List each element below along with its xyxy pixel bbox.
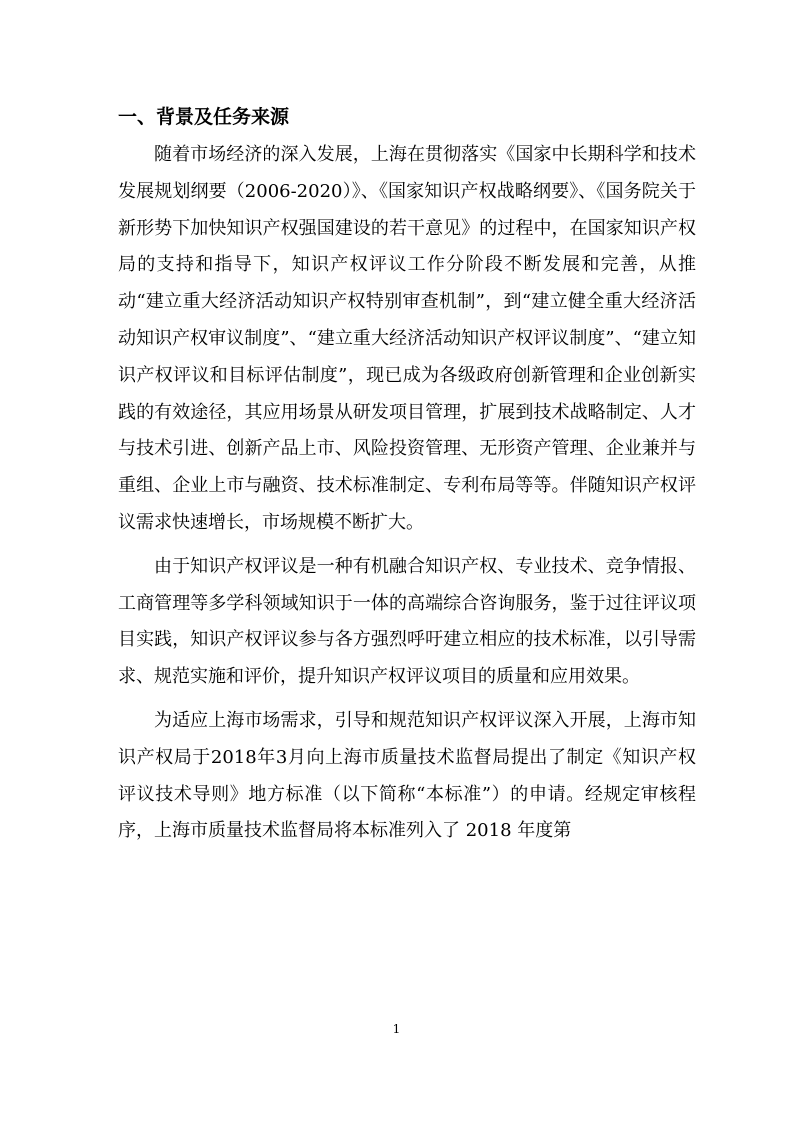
paragraph-demand: 由于知识产权评议是一种有机融合知识产权、专业技术、竞争情报、工商管理等多学科领域知识于一体的高端综合咨询服务，鉴于过往评议项目实践，知识产权评议参与各方强烈呼吁建立相应的技术标准，以引导需求、规范实施和评价，提升知识产权评议项目的质量和应用效果。 (118, 555, 696, 688)
paragraph-task-source: 为适应上海市场需求，引导和规范知识产权评议深入开展，上海市知识产权局于2018年3月向上海市质量技术监督局提出了制定《知识产权评议技术导则》地方标准（以下简称“本标准”）的申请。经规定审核程序，上海市质量技术监督局将本标准列入了 2018 年度第 (118, 709, 696, 842)
page-number: 1 (392, 1022, 401, 1036)
section-heading: 一、背景及任务来源 (118, 106, 290, 128)
body-text (118, 137, 696, 857)
paragraph-background: 随着市场经济的深入发展，上海在贯彻落实《国家中长期科学和技术发展规划纲要（2006-2020）》、《国家知识产权战略纲要》、《国务院关于新形势下加快知识产权强国建设的若干意见》的过程中，在国家知识产权局的支持和指导下，知识产权评议工作分阶段不断发展和完善，从推动“建立重大经济活动知识产权特别审查机制”，到“建立健全重大经济活动知识产权审议制度”、“建立重大经济活动知识产权评议制度”、“建立知识产权评议和目标评估制度”，现已成为各级政府创新管理和企业创新实践的有效途径，其应用场景从研发项目管理，扩展到技术战略制定、人才与技术引进、创新产品上市、风险投资管理、无形资产管理、企业兼并与重组、企业上市与融资、技术标准制定、专利布局等等。伴随知识产权评议需求快速增长，市场规模不断扩大。 (118, 144, 696, 533)
